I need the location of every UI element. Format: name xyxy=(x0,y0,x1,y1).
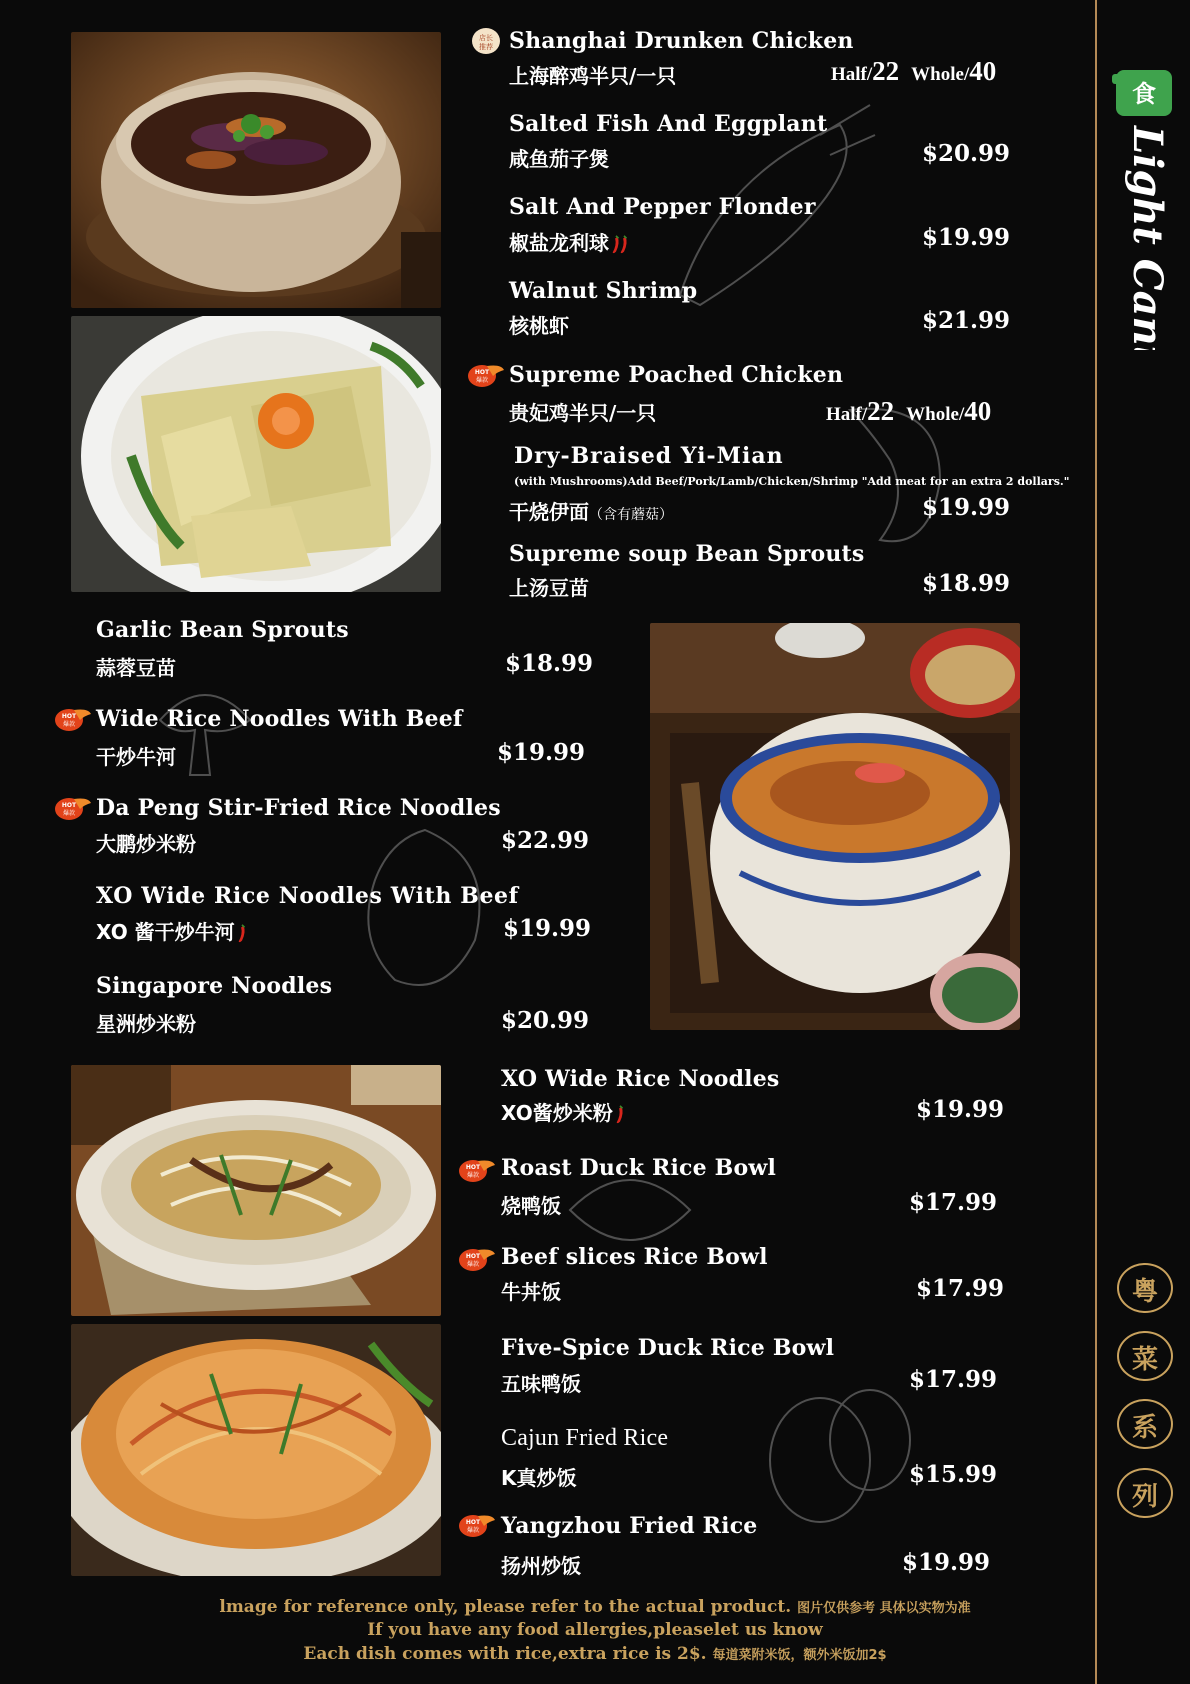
dish-price: $17.99 xyxy=(909,1189,998,1216)
svg-text:食: 食 xyxy=(1132,80,1156,108)
dish-name-en: Roast Duck Rice Bowl xyxy=(501,1155,777,1181)
half-whole-price: Half/22 Whole/40 xyxy=(831,56,997,86)
dish-name-cn: 椒盐龙利球 xyxy=(509,227,629,256)
dish-price: $19.99 xyxy=(922,494,1011,521)
dish-name-cn: K真炒饭 xyxy=(501,1466,577,1490)
dish-price: $19.99 xyxy=(922,224,1011,251)
hot-badge-icon xyxy=(458,1512,496,1538)
dish-price: $22.99 xyxy=(501,827,590,854)
svg-text:推荐: 推荐 xyxy=(479,43,493,51)
svg-text:店长: 店长 xyxy=(479,34,493,42)
dish-price: $19.99 xyxy=(916,1096,1005,1123)
footer-line-1: lmage for reference only, please refer to the actual product. 图片仅供参考 具体以实物为准 xyxy=(219,1597,971,1617)
dish-note: (with Mushrooms)Add Beef/Pork/Lamb/Chicken/Shrimp "Add meat for an extra 2 dollars." xyxy=(514,475,1070,488)
dish-name-en: Salted Fish And Eggplant xyxy=(509,111,828,137)
half-whole-price: Half/22 Whole/40 xyxy=(826,396,992,426)
chili-icon xyxy=(237,924,247,944)
series-seal: 粤 xyxy=(1117,1263,1173,1313)
beef-bean-sprout-noodles-photo xyxy=(71,1065,441,1316)
dish-price: $17.99 xyxy=(916,1275,1005,1302)
dish-name-en: Singapore Noodles xyxy=(96,973,333,999)
dish-name-cn: 上汤豆苗 xyxy=(509,576,589,600)
dish-price: $19.99 xyxy=(902,1549,991,1576)
dish-name-en: XO Wide Rice Noodles With Beef xyxy=(96,883,519,909)
beef-rice-bowl-photo xyxy=(650,623,1020,1030)
dish-name-cn: 牛丼饭 xyxy=(501,1280,561,1304)
hot-badge-icon xyxy=(467,362,505,388)
series-seal: 列 xyxy=(1117,1468,1173,1518)
hot-badge-icon xyxy=(54,795,92,821)
dish-name-en: Garlic Bean Sprouts xyxy=(96,617,349,643)
dish-price: $20.99 xyxy=(501,1007,590,1034)
dish-name-cn: 大鹏炒米粉 xyxy=(96,832,196,856)
chili-icon xyxy=(615,1105,625,1125)
dish-name-cn: XO 酱干炒牛河 xyxy=(96,916,247,945)
dish-name-en: Salt And Pepper Flonder xyxy=(509,194,816,220)
series-seal: 菜 xyxy=(1117,1331,1173,1381)
dish-name-en: Da Peng Stir-Fried Rice Noodles xyxy=(96,795,501,821)
dish-name-cn: 咸鱼茄子煲 xyxy=(509,147,609,171)
singapore-noodles-photo xyxy=(71,1324,441,1576)
dish-name-en: Cajun Fried Rice xyxy=(501,1425,669,1451)
poached-chicken-photo xyxy=(71,316,441,592)
dish-name-en: Supreme soup Bean Sprouts xyxy=(509,541,865,567)
footer-line-2: If you have any food allergies,pleaselet us know xyxy=(367,1620,823,1640)
dish-price: $17.99 xyxy=(909,1366,998,1393)
brand-logo xyxy=(1110,70,1180,350)
eggplant-claypot-photo xyxy=(71,32,441,308)
dish-name-cn: 扬州炒饭 xyxy=(501,1554,581,1578)
dish-name-en: XO Wide Rice Noodles xyxy=(501,1066,780,1092)
dish-name-cn: 五味鸭饭 xyxy=(501,1372,581,1396)
hot-badge-icon xyxy=(458,1246,496,1272)
footer-line-3: Each dish comes with rice,extra rice is 2$. 每道菜附米饭，额外米饭加2$ xyxy=(303,1644,887,1664)
dish-price: $21.99 xyxy=(922,307,1011,334)
dish-name-en: Walnut Shrimp xyxy=(509,278,698,304)
dish-name-en: Dry-Braised Yi-Mian xyxy=(514,443,784,469)
egg-line-drawing xyxy=(760,1380,920,1530)
dish-price: $19.99 xyxy=(497,739,586,766)
chili-icon xyxy=(619,235,629,255)
dish-name-cn: 星洲炒米粉 xyxy=(96,1012,196,1036)
hot-badge-icon xyxy=(458,1157,496,1183)
dish-name-cn: 干烧伊面（含有蘑菇） xyxy=(509,500,673,524)
dish-name-cn: 干炒牛河 xyxy=(96,745,176,769)
svg-text:Light Cantine: Light Cantine xyxy=(1124,126,1171,350)
recommend-badge xyxy=(471,27,501,55)
hot-badge-icon xyxy=(54,706,92,732)
dish-name-en: Beef slices Rice Bowl xyxy=(501,1244,768,1270)
series-seal: 系 xyxy=(1117,1399,1173,1449)
dish-name-en: Supreme Poached Chicken xyxy=(509,362,844,388)
dish-name-cn: 上海醉鸡半只/一只 xyxy=(509,64,677,88)
dish-price: $19.99 xyxy=(503,915,592,942)
dish-name-cn: 烧鸭饭 xyxy=(501,1194,561,1218)
vertical-divider xyxy=(1095,0,1097,1684)
dish-name-en: Yangzhou Fried Rice xyxy=(501,1513,758,1539)
dish-price: $20.99 xyxy=(922,140,1011,167)
dish-name-cn: XO酱炒米粉 xyxy=(501,1097,625,1126)
dish-name-cn: 蒜蓉豆苗 xyxy=(96,656,176,680)
dish-name-cn: 核桃虾 xyxy=(509,314,569,338)
dish-name-en: Five-Spice Duck Rice Bowl xyxy=(501,1335,835,1361)
dish-name-cn: 贵妃鸡半只/一只 xyxy=(509,401,657,425)
dish-price: $15.99 xyxy=(909,1461,998,1488)
dish-price: $18.99 xyxy=(505,650,594,677)
dish-price: $18.99 xyxy=(922,570,1011,597)
oyster-line-drawing xyxy=(355,820,495,1000)
dish-name-en: Shanghai Drunken Chicken xyxy=(509,28,854,54)
dish-name-en: Wide Rice Noodles With Beef xyxy=(96,706,463,732)
